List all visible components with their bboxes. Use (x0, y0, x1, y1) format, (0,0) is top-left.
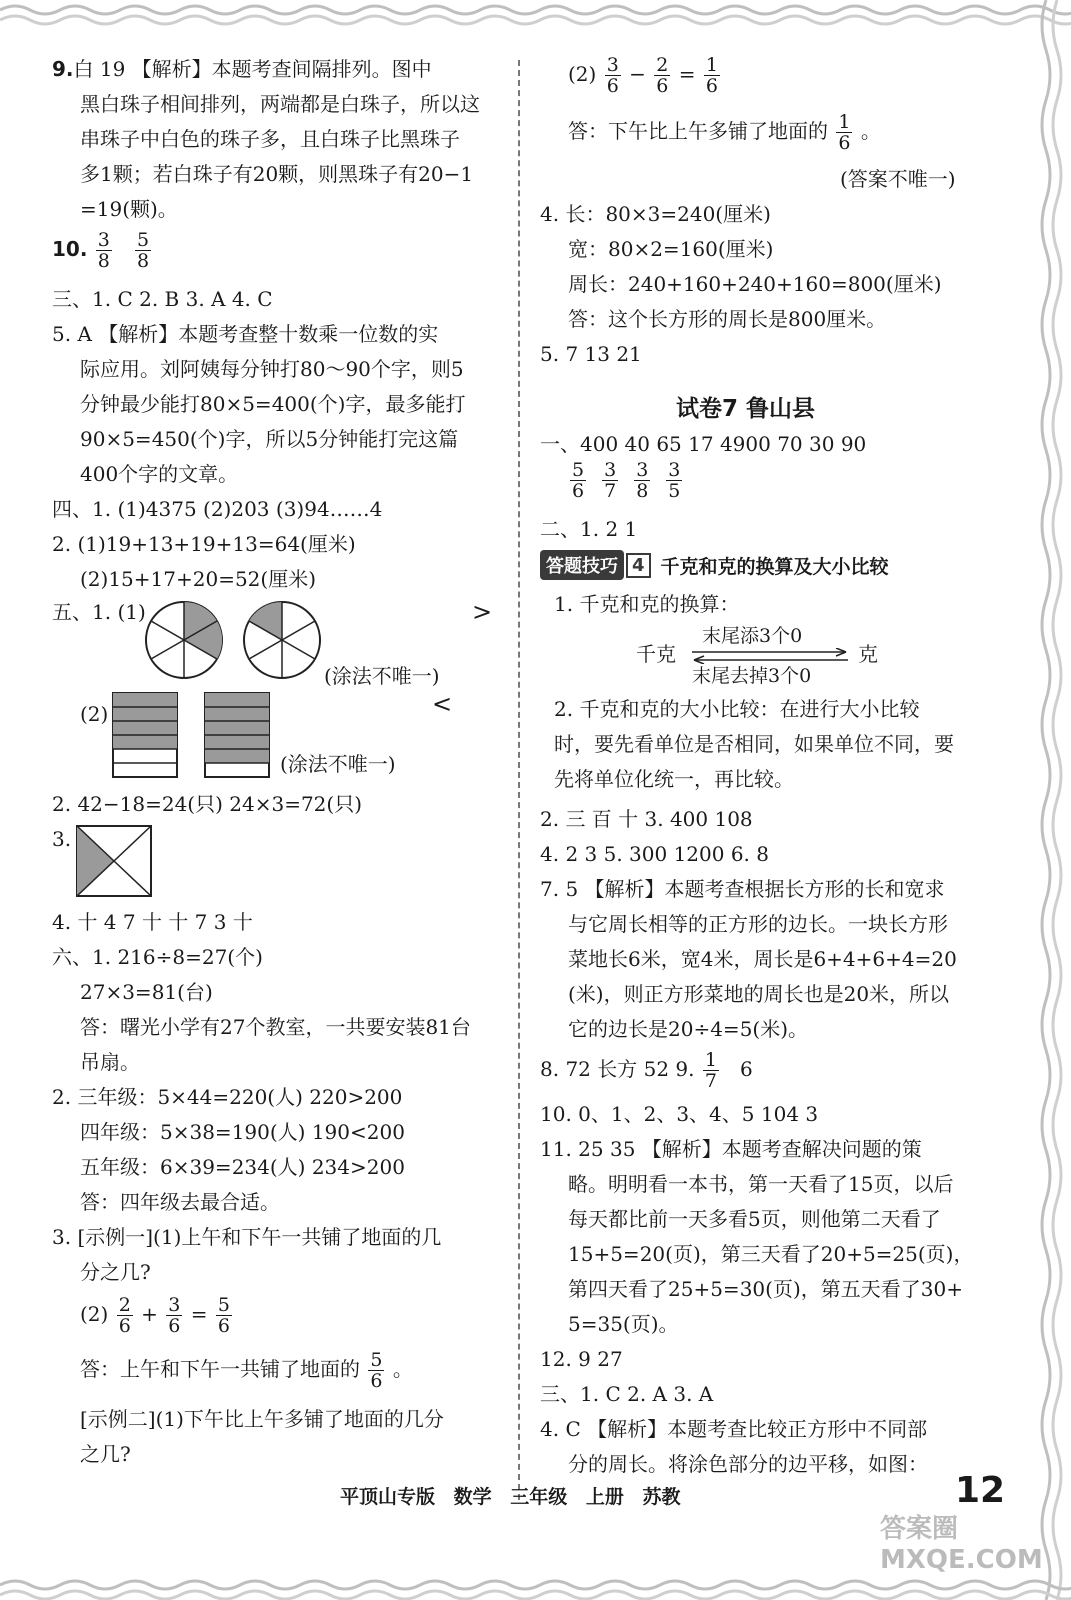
section6-line9: 3. [示例一](1)上午和下午一共铺了地面的几 (52, 1225, 442, 1249)
section5-q4: 4. 十 4 7 十 十 7 3 十 (52, 910, 253, 934)
fraction: $\frac{3}{6}$ (606, 54, 619, 97)
tip-point2-line3: 先将单位化统一，再比较。 (554, 767, 794, 791)
circle-pie-1 (144, 600, 224, 680)
conv-bottom-label: 末尾去掉3个0 (692, 665, 812, 687)
q9-line3: 串珠子中白色的珠子多，且白珠子比黑珠子 (80, 127, 460, 151)
right-q5-line: 5. 7 13 21 (540, 342, 642, 366)
section6-line3: 答：曙光小学有27个教室，一共要安装81台 (80, 1015, 471, 1039)
q5-line5: 400个字的文章。 (80, 462, 239, 486)
tip-point2-line2: 时，要先看单位是否相同，如果单位不同，要 (554, 732, 954, 756)
tip-point1: 1. 千克和克的换算： (554, 592, 740, 616)
section5-sub2-label: (2) (80, 702, 109, 726)
q5-line2: 际应用。刘阿姨每分钟打80～90个字，则5 (80, 357, 464, 381)
right-q4c-line2: 分的周长。将涂色部分的边平移，如图： (568, 1452, 928, 1476)
section6-line2: 27×3=81(台) (80, 980, 213, 1004)
q9-line1: 9.白 19 【解析】本题考查间隔排列。图中 (52, 57, 432, 81)
answer-line-1: 答：上午和下午一共铺了地面的 $\frac{5}{6}$ 。 (80, 1349, 413, 1392)
footer-text: 平顶山专版 数学 三年级 上册 苏教 (340, 1486, 681, 1508)
q10-line: 10. $\frac{3}{8}$ $\frac{5}{8}$ (52, 229, 150, 272)
fraction-numerator: 3 (636, 459, 649, 481)
right-q4-line1: 4. 长：80×3=240(厘米) (540, 202, 771, 226)
fraction (634, 460, 650, 501)
right-q8-line: 8. 72 长方 52 9. $\frac{1}{7}$ 6 (540, 1049, 753, 1092)
q9-line5: =19(颗)。 (80, 197, 178, 221)
section6-line4: 吊扇。 (80, 1050, 140, 1074)
tip-number: 4 (626, 553, 651, 578)
note-2: (涂法不唯一) (280, 752, 396, 776)
q9-line4: 多1颗；若白珠子有20颗，则黑珠子有20−1 (80, 162, 474, 186)
right-q4-line2: 宽：80×2=160(厘米) (568, 237, 774, 261)
page-number: 12 (955, 1470, 1006, 1511)
fraction: $\frac{2}{6}$ (656, 54, 669, 97)
section4-line1: 四、1. (1)4375 (2)203 (3)94……4 (52, 497, 383, 521)
fraction: $\frac{5}{6}$ (370, 1349, 383, 1392)
q9-line2: 黑白珠子相间排列，两端都是白珠子，所以这 (80, 92, 480, 116)
section6-line7: 五年级：6×39=234(人) 234>200 (80, 1155, 405, 1179)
tip-point2-line1: 2. 千克和克的大小比较：在进行大小比较 (554, 697, 920, 721)
section4-line3: (2)15+17+20=52(厘米) (80, 567, 317, 591)
fraction-equation-1: (2) $\frac{2}{6}$ + $\frac{3}{6}$ = $\frac{5}{6}$ (80, 1294, 230, 1337)
q5-line4: 90×5=450(个)字，所以5分钟能打完这篇 (80, 427, 459, 451)
fraction: $\frac{5}{6}$ (217, 1294, 230, 1337)
part2-line: 二、1. 2 1 (540, 517, 638, 541)
tip-header (540, 550, 889, 580)
tip-badge: 答题技巧 (540, 550, 624, 580)
right-q7-line4: (米)，则正方形菜地的周长也是20米，所以 (568, 982, 950, 1006)
fraction: $\frac{1}{6}$ (705, 54, 718, 97)
q5-line3: 分钟最少能打80×5=400(个)字，最多能打 (80, 392, 466, 416)
fraction-equation-2: (2) $\frac{3}{6}$ − $\frac{2}{6}$ = $\frac{1}{6}$ (568, 54, 718, 97)
section3-line: 三、1. C 2. B 3. A 4. C (52, 287, 273, 311)
paper-title: 试卷7 鲁山县 (676, 396, 816, 422)
conv-left-unit: 千克 (636, 642, 676, 666)
right-q4-line3: 周长：240+160+240+160=800(厘米) (568, 272, 942, 296)
right-q11-line4: 15+5=20(页)，第三天看了20+5=25(页)， (568, 1242, 974, 1266)
right-q7-line2: 与它周长相等的正方形的边长。一块长方形 (568, 912, 948, 936)
fraction-denominator: 7 (604, 480, 617, 502)
striped-rect-1 (112, 692, 178, 778)
conv-top-label: 末尾添3个0 (702, 625, 803, 647)
right-q11-line1: 11. 25 35 【解析】本题考查解决问题的策 (540, 1137, 922, 1161)
striped-rect-2 (204, 692, 270, 778)
section6-line10: 分之几? (80, 1260, 151, 1284)
circle-pie-2 (242, 600, 322, 680)
fraction-numerator: 5 (572, 459, 585, 481)
part1-fractions (568, 460, 696, 501)
section6-line1: 六、1. 216÷8=27(个) (52, 945, 263, 969)
section5-q2: 2. 42−18=24(只) 24×3=72(只) (52, 792, 363, 816)
fraction: $\frac{3}{8}$ (97, 229, 110, 272)
right-q11-line5: 第四天看了25+5=30(页)，第五天看了30+ (568, 1277, 963, 1301)
right-q4: 4. 2 3 5. 300 1200 6. 8 (540, 842, 769, 866)
square-diagram (76, 825, 152, 897)
fraction (602, 460, 618, 501)
compare-lt: < (432, 690, 453, 718)
note-1: (涂法不唯一) (324, 664, 440, 688)
fraction-numerator: 3 (668, 459, 681, 481)
fraction-denominator: 5 (668, 480, 681, 502)
right-q11-line6: 5=35(页)。 (568, 1312, 679, 1336)
fraction-denominator: 8 (636, 480, 649, 502)
right-q2: 2. 三 百 十 3. 400 108 (540, 807, 753, 831)
fraction: $\frac{1}{6}$ (838, 111, 851, 154)
right-q7-line3: 菜地长6米，宽4米，周长是6+4+6+4=20 (568, 947, 957, 971)
watermark-logo: 答案圈 MXQE.COM (880, 1514, 1043, 1575)
part1-line: 一、400 40 65 17 4900 70 30 90 (540, 432, 867, 456)
section6-line5: 2. 三年级：5×44=220(人) 220>200 (52, 1085, 403, 1109)
top-wave-border (0, 0, 1071, 40)
fraction-denominator: 6 (572, 480, 585, 502)
fraction (666, 460, 682, 501)
section4-line2: 2. (1)19+13+19+13=64(厘米) (52, 532, 356, 556)
fraction-numerator: 3 (604, 459, 617, 481)
section6-line6: 四年级：5×38=190(人) 190<200 (80, 1120, 405, 1144)
right-q11-line2: 略。明明看一本书，第一天看了15页，以后 (568, 1172, 954, 1196)
right-q4-line4: 答：这个长方形的周长是800厘米。 (568, 307, 887, 331)
fraction: $\frac{2}{6}$ (118, 1294, 131, 1337)
section6-line12: 之几? (80, 1442, 131, 1466)
right-q7-line5: 它的边长是20÷4=5(米)。 (568, 1017, 809, 1041)
section6-line11: [示例二](1)下午比上午多铺了地面的几分 (80, 1407, 444, 1431)
right-q12: 12. 9 27 (540, 1347, 623, 1371)
note-not-unique: (答案不唯一) (840, 167, 956, 191)
section5-q3: 3. (52, 827, 72, 851)
section5-label: 五、1. (1) (52, 600, 146, 624)
answer-line-2: 答：下午比上午多铺了地面的 $\frac{1}{6}$ 。 (568, 111, 881, 154)
fraction: $\frac{3}{6}$ (168, 1294, 181, 1337)
fraction: $\frac{5}{8}$ (136, 229, 150, 272)
right-q7-line1: 7. 5 【解析】本题考查根据长方形的长和宽求 (540, 877, 945, 901)
fraction (570, 460, 586, 501)
right-wave-border (1021, 0, 1071, 1600)
q5-line1: 5. A 【解析】本题考查整十数乘一位数的实 (52, 322, 439, 346)
conv-right-unit: 克 (858, 642, 878, 666)
right-q11-line3: 每天都比前一天多看5页，则他第二天看了 (568, 1207, 941, 1231)
fraction: $\frac{1}{7}$ (704, 1049, 717, 1092)
right-section3: 三、1. C 2. A 3. A (540, 1382, 714, 1406)
tip-title: 千克和克的换算及大小比较 (660, 555, 889, 578)
compare-gt: > (472, 598, 493, 626)
column-divider (518, 60, 520, 1500)
right-q4c-line1: 4. C 【解析】本题考查比较正方形中不同部 (540, 1417, 928, 1441)
right-q10: 10. 0、1、2、3、4、5 104 3 (540, 1102, 819, 1126)
section6-line8: 答：四年级去最合适。 (80, 1190, 280, 1214)
